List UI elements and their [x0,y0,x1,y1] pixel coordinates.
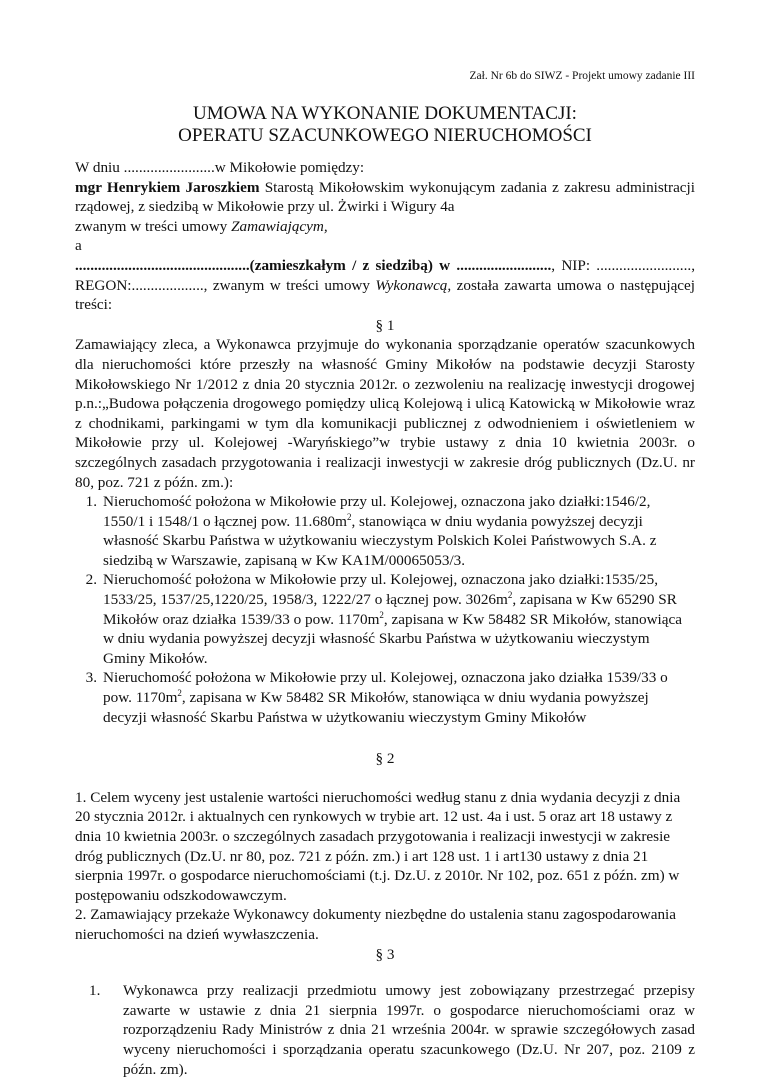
section-2-heading: § 2 [375,750,395,768]
list-item-number: 2. [85,571,97,589]
list-item-number: 1. [85,493,97,511]
section-3-item-text: Wykonawca przy realizacji przedmiotu umowy jest zobowiązany przestrzegać przepisy zawarte w ustawie z dnia 21 sierpnia 1997r. o gospodarce nieruchomościami oraz w rozporządzeniu Rady Ministrów z dnia 21 września 2004r. w sprawie szczegółowych zasad wyceny nieruchomości i sporządzania operatu szacunkowego (Dz.U. Nr 207, poz. 2109 z późn. zm). [123,982,695,1078]
section-3-item-number: 1. [89,982,101,1000]
party2-blank: ..............................................(zamieszkałym / z siedzibą) w ......................... [75,256,552,274]
party2-end: została zawarta umowa o następującej treści: [75,276,696,314]
party2-details: , NIP: ........................., REGON:..................., zwanym w treści umowy [75,256,695,294]
party1-role: Zamawiającym, [231,217,328,235]
list-item-text: Nieruchomość położona w Mikołowie przy ul. Kolejowej, oznaczona jako działka 1539/33 o pow. $1170m^2$, zapisana w Kw 58482 SR Mikołów, stanowiąca w dniu wydania powyższej decyzji własność Skarbu Państwa w użytkowaniu wieczystym Gminy Mikołów [103,669,668,726]
party2-paragraph [75,256,695,315]
list-item-text: Nieruchomość położona w Mikołowie przy ul. Kolejowej, oznaczona jako działki:1546/2, 1550/1 i 1548/1 o łącznej pow. $11.680m^2$, stanowiąca w dniu wydania powyższej decyzji własność Skarbu Państwa w użytkowaniu wieczystym Polskich Kolei Państwowych S.A. z siedzibą w Warszawie, zapisaną w Kw KA1M/00065053/3. [103,493,657,569]
document-title [75,103,695,147]
section-2-point-1: 1. Celem wyceny jest ustalenie wartości nieruchomości według stanu z dnia wydania decyzji z dnia 20 stycznia 2012r. i aktualnych cen rynkowych w trybie art. 12 ust. 4a i ust. 5 oraz art 18 ustawy z dnia 10 kwietnia 2003r. o szczególnych zasadach przygotowania i realizacji inwestycji w zakresie dróg publicznych (Dz.U. nr 80, poz. 721 z późn. zm.) i art 128 ust. 1 i art130 ustawy z dnia 21 sierpnia 1997r. o gospodarce nieruchomościami (t.j. Dz.U. z 2010r. Nr 102, poz. 651 z późn. zm) w postępowaniu odszkodowawczym. [75,788,681,904]
party1-role-prefix: zwanym w treści umowy [75,217,232,235]
title-line-2: OPERATU SZACUNKOWEGO NIERUCHOMOŚCI [178,125,592,146]
section-3-item [75,981,695,1079]
property-list [75,492,695,727]
section-2-point-2: 2. Zamawiający przekaże Wykonawcy dokumenty niezbędne do ustalenia stanu zagospodarowania nieruchomości na dzień wywłaszczenia. [75,906,677,943]
attachment-note: Zał. Nr 6b do SIWZ - Projekt umowy zadanie III [469,70,695,82]
date-line: W dniu ........................w Mikołowie pomiędzy: [75,159,365,176]
list-item [75,492,695,570]
conjunction: a [75,237,82,255]
document-body [75,158,695,1079]
list-item [75,570,695,668]
section-1-heading: § 1 [375,316,395,334]
section-1-text: Zamawiający zleca, a Wykonawca przyjmuje do wykonania sporządzanie operatów szacunkowych dla nieruchomości które przeszły na własność Gminy Mikołów na podstawie decyzji Starosty Mikołowskiego Nr 1/2012 z dnia 20 stycznia 2012r. o zezwoleniu na realizację inwestycji drogowej p.n.:„Budowa połączenia drogowego pomiędzy ulicą Kolejową i ulicą Katowicką w Mikołowie wraz z chodnikami, parkingami w tym dla komunikacji publicznej z odwodnieniem i oświetleniem w Mikołowie przy ul. Kolejowej -Waryńskiego”w trybie ustawy z dnia 10 kwietnia 2003r. o szczególnych zasadach przygotowania i realizacji inwestycji w zakresie dróg publicznych (Dz.U. nr 80, poz. 721 z późn. zm.): [75,336,695,491]
list-item [75,668,695,727]
party2-role: Wykonawcą, [375,276,452,294]
party1-paragraph [75,178,695,217]
party1-role-line [75,217,695,237]
party1-name: mgr Henrykiem Jaroszkiem [75,178,260,196]
title-line-1: UMOWA NA WYKONANIE DOKUMENTACJI: [193,103,577,124]
section-3-heading: § 3 [375,945,395,963]
list-item-number: 3. [85,669,97,687]
list-item-text: Nieruchomość położona w Mikołowie przy ul. Kolejowej, oznaczona jako działki:1535/25, 1533/25, 1537/25,1220/25, 1958/3, 1222/27 o łącznej pow. $3026m^2$, zapisana w Kw 65290 SR Mikołów oraz działka 1539/33 o pow. $1170m^2$, zapisana w Kw 58482 SR Mikołów, stanowiąca w dniu wydania powyższej decyzji własność Skarbu Państwa w użytkowaniu wieczystym Gminy Mikołów. [103,571,682,667]
party1-description: Starostą Mikołowskim wykonującym zadania z zakresu administracji rządowej, z siedzibą w Mikołowie przy ul. Żwirki i Wigury 4a [75,178,695,216]
